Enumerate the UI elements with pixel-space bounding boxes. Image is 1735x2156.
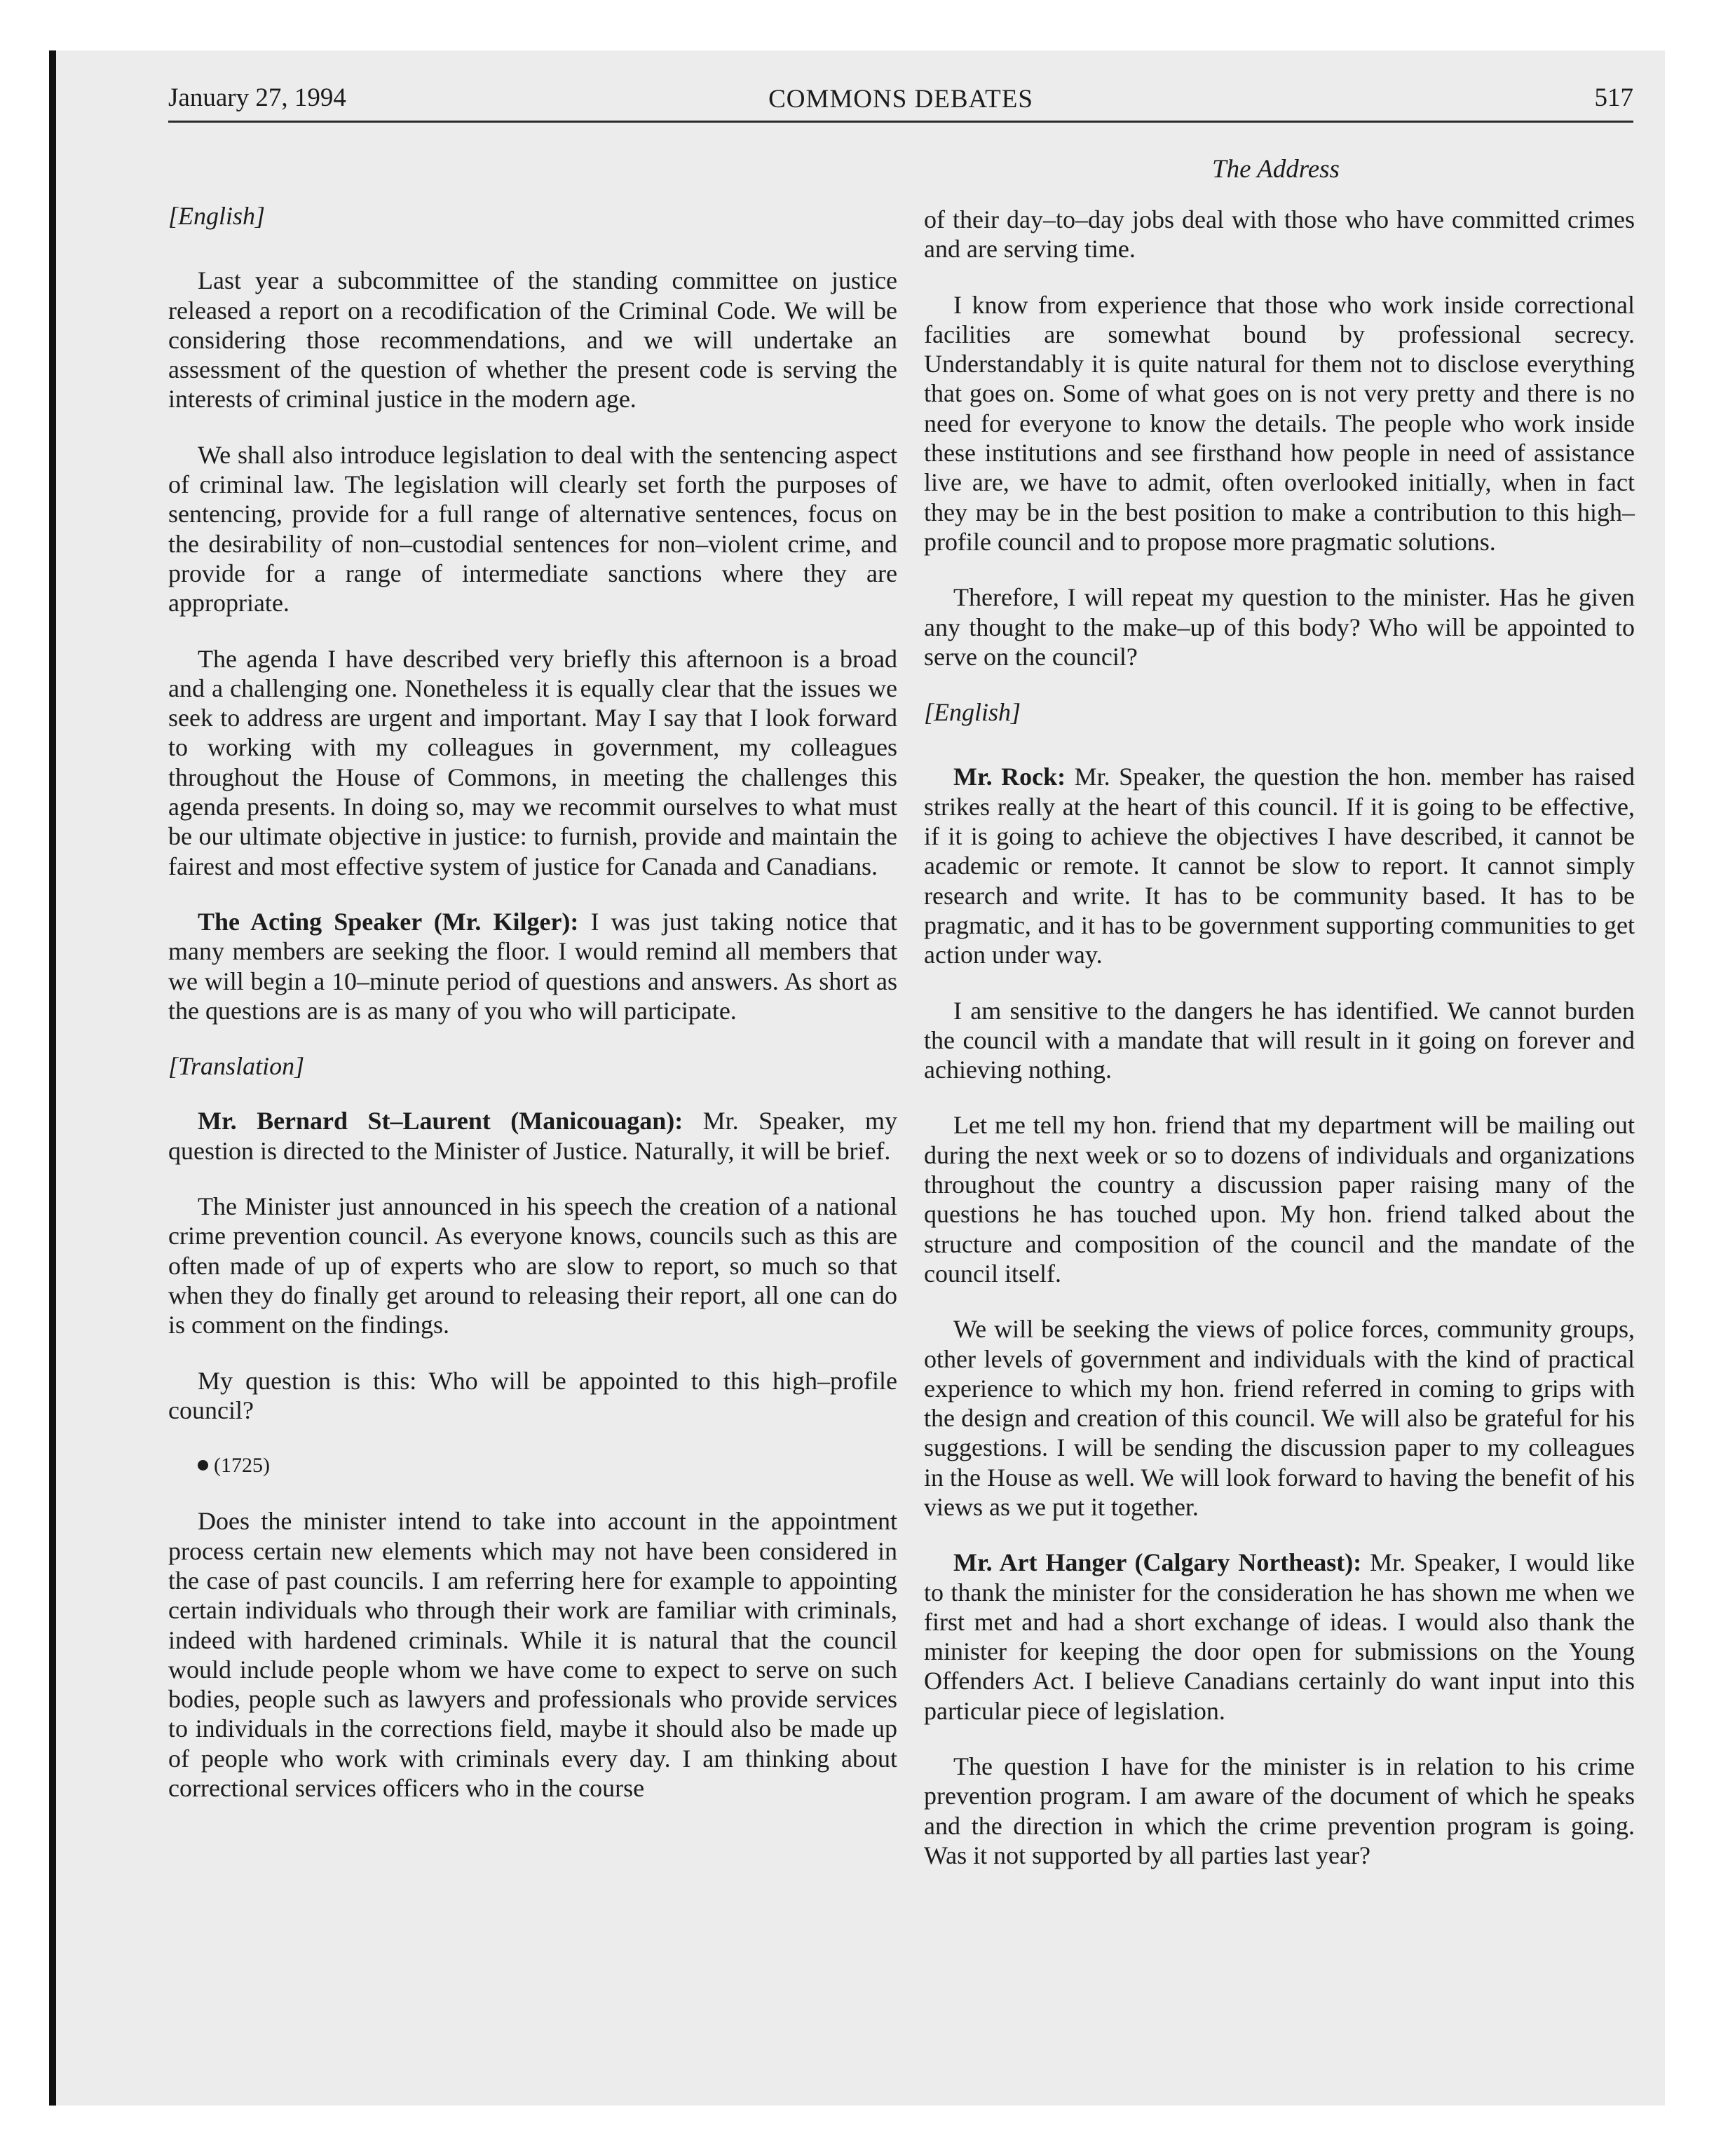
header-rule (168, 121, 1633, 123)
timestamp-marker (168, 1451, 897, 1480)
paragraph: The question I have for the minister is in relation to his crime prevention program. I am aware of the document of which he speaks and the direction in which the crime prevention program is going. Was it not supported by all parties last year? (924, 1752, 1635, 1869)
left-column (168, 201, 897, 1829)
speech-paragraph (924, 762, 1635, 969)
paragraph: The Minister just announced in his speech the creation of a national crime prevention council. As everyone knows, councils such as this are often made of up of experts who are slow to report, so much so that when they do finally get around to releasing their report, all one can do is comment on the findings. (168, 1192, 897, 1339)
speaker-name: Mr. Rock: (953, 763, 1066, 791)
speaker-name: The Acting Speaker (Mr. Kilger): (198, 907, 579, 936)
header-date: January 27, 1994 (168, 83, 346, 112)
paragraph: The agenda I have described very briefly this afternoon is a broad and a challenging one. Nonetheless it is equally clear that the issues we seek to address are urgent and important. May I say that I look forward to working with my colleagues in government, my colleagues throughout the House of Commons, in meeting the challenges this agenda presents. In doing so, may we recommit ourselves to what must be our ultimate objective in justice: to furnish, provide and maintain the fairest and most effective system of justice for Canada and Canadians. (168, 644, 897, 880)
paragraph: My question is this: Who will be appointed to this high–profile council? (168, 1366, 897, 1424)
paragraph: We will be seeking the views of police forces, community groups, other levels of government and individuals with the kind of practical experience to which my hon. friend referred in coming to grips with the design and creation of this council. We will also be grateful for his suggestions. I will be sending the discussion paper to my colleagues in the House as well. We will look forward to having the benefit of his views as we put it together. (924, 1315, 1635, 1521)
paragraph: I am sensitive to the dangers he has identified. We cannot burden the council with a mandate that will result in it going on forever and achieving nothing. (924, 996, 1635, 1084)
paragraph: Last year a subcommittee of the standing committee on justice released a report on a recodification of the Criminal Code. We will be considering those recommendations, and we will undertake an assessment of the question of whether the present code is serving the interests of criminal justice in the modern age. (168, 266, 897, 414)
speech-text: Mr. Speaker, my question is directed to the Minister of Justice. Naturally, it will be brief. (168, 1107, 897, 1165)
paragraph: Let me tell my hon. friend that my department will be mailing out during the next week or so to dozens of individuals and organizations throughout the country a discussion paper raising many of the questions he has touched upon. My hon. friend talked about the structure and composition of the council and the mandate of the council itself. (924, 1111, 1635, 1288)
page-header (168, 79, 1633, 123)
speech-paragraph (924, 1548, 1635, 1726)
paragraph: I know from experience that those who work inside correctional facilities are somewhat bound by professional secrecy. Understandably it is quite natural for them not to disclose everything that goes on. Some of what goes on is not very pretty and there is no need for everyone to know the details. The people who work inside these institutions and see firsthand how people in need of assistance live are, we have to admit, often overlooked initially, when in fact they may be in the best position to make a contribution to this high–profile council and to propose more pragmatic solutions. (924, 290, 1635, 556)
language-tag: [English] (924, 698, 1021, 727)
speech-paragraph (168, 907, 897, 1025)
speech-text: Mr. Speaker, the question the hon. member has raised strikes really at the heart of this council. If it is going to be effective, if it is going to achieve the objectives I have described, it cannot be academic or remote. It cannot be slow to report. It cannot simply research and write. It has to be community based. It has to be pragmatic, and it has to be government supporting communities to get action under way. (924, 763, 1635, 969)
paragraph: Does the minister intend to take into account in the appointment process certain new elements which may not have been considered in the case of past councils. I am referring here for example to appointing certain individuals who through their work are familiar with criminals, indeed with hardened criminals. While it is natural that the council would include people whom we have come to expect to serve on such bodies, people such as lawyers and professionals who provide services to individuals in the corrections field, maybe it should also be made up of people who work with criminals every day. I am thinking about correctional services officers who in the course (168, 1507, 897, 1803)
paragraph: Therefore, I will repeat my question to the minister. Has he given any thought to the make–up of this body? Who will be appointed to serve on the council? (924, 583, 1635, 671)
speech-text: Mr. Speaker, I would like to thank the minister for the consideration he has shown me when we first met and had a short exchange of ideas. I would also thank the minister for keeping the door open for submissions on the Young Offenders Act. I believe Canadians certainly do want input into this particular piece of legislation. (924, 1548, 1635, 1725)
paragraph: of their day–to–day jobs deal with those who have committed crimes and are serving time. (924, 205, 1635, 264)
language-tag: [English] (168, 202, 266, 230)
header-title: COMMONS DEBATES (768, 85, 1033, 114)
running-head: The Address (1212, 155, 1340, 184)
speech-text: I was just taking notice that many members are seeking the floor. I would remind all members that we will begin a 10–minute period of questions and answers. As short as the questions are is as many of you who will participate. (168, 907, 897, 1025)
timestamp-text: (1725) (214, 1454, 270, 1478)
speaker-name: Mr. Bernard St–Laurent (Manicouagan): (198, 1107, 683, 1135)
speaker-name: Mr. Art Hanger (Calgary Northeast): (953, 1548, 1362, 1577)
bullet-icon (198, 1460, 208, 1471)
paragraph: We shall also introduce legislation to deal with the sentencing aspect of criminal law. The legislation will clearly set forth the purposes of sentencing, provide for a full range of alternative sentences, focus on the desirability of non–custodial sentences for non–violent crime, and provide for a range of intermediate sanctions where they are appropriate. (168, 440, 897, 618)
scan-edge-shadow (49, 50, 56, 2106)
speech-paragraph (168, 1106, 897, 1166)
language-tag: [Translation] (168, 1052, 305, 1081)
header-page-number: 517 (1594, 83, 1633, 112)
right-column (924, 205, 1635, 1896)
